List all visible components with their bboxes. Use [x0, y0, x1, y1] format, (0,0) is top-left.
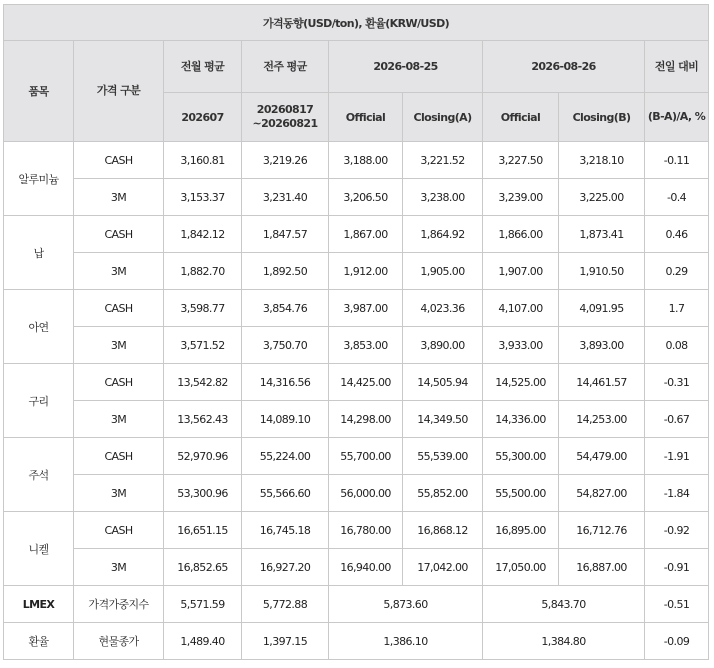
official-2-cell: 3,227.50: [483, 142, 559, 179]
prev-week-cell: 16,745.18: [242, 512, 329, 549]
price-type-cell: 3M: [74, 179, 164, 216]
official-2-cell: 16,895.00: [483, 512, 559, 549]
prev-month-cell: 13,542.82: [164, 364, 242, 401]
prev-month-cell: 1,842.12: [164, 216, 242, 253]
prev-week-cell: 3,750.70: [242, 327, 329, 364]
change-cell: -0.4: [645, 179, 709, 216]
table-body: [4, 5, 709, 142]
value-a-cell: 5,873.60: [329, 586, 483, 623]
closing-b-cell: 16,887.00: [559, 549, 645, 586]
price-type-cell: CASH: [74, 438, 164, 475]
table-row: [4, 216, 709, 253]
item-cell: 아연: [4, 290, 74, 364]
closing-a-cell: 3,890.00: [403, 327, 483, 364]
closing-b-cell: 3,225.00: [559, 179, 645, 216]
change-cell: -0.09: [645, 623, 709, 660]
header-official-2: Official: [483, 93, 559, 142]
metal-rows: [4, 142, 709, 586]
official-2-cell: 55,500.00: [483, 475, 559, 512]
header-item: 품목: [4, 41, 74, 142]
official-2-cell: 55,300.00: [483, 438, 559, 475]
closing-a-cell: 3,221.52: [403, 142, 483, 179]
closing-a-cell: 3,238.00: [403, 179, 483, 216]
change-cell: -0.31: [645, 364, 709, 401]
change-cell: 0.46: [645, 216, 709, 253]
table-row: [4, 253, 709, 290]
prev-week-cell: 1,847.57: [242, 216, 329, 253]
item-cell: 주석: [4, 438, 74, 512]
header-prev-week-avg: 전주 평균: [242, 41, 329, 93]
change-cell: 0.29: [645, 253, 709, 290]
header-date-2: 2026-08-26: [483, 41, 645, 93]
prev-week-cell: 5,772.88: [242, 586, 329, 623]
change-cell: -0.51: [645, 586, 709, 623]
official-1-cell: 3,188.00: [329, 142, 403, 179]
closing-a-cell: 14,349.50: [403, 401, 483, 438]
change-cell: -1.91: [645, 438, 709, 475]
header-date-1: 2026-08-25: [329, 41, 483, 93]
closing-b-cell: 4,091.95: [559, 290, 645, 327]
table-row: [4, 364, 709, 401]
official-2-cell: 1,866.00: [483, 216, 559, 253]
price-type-cell: CASH: [74, 364, 164, 401]
official-2-cell: 4,107.00: [483, 290, 559, 327]
closing-b-cell: 1,910.50: [559, 253, 645, 290]
change-cell: 1.7: [645, 290, 709, 327]
closing-b-cell: 54,479.00: [559, 438, 645, 475]
prev-week-cell: 1,892.50: [242, 253, 329, 290]
item-cell: LMEX: [4, 586, 74, 623]
prev-week-cell: 55,566.60: [242, 475, 329, 512]
closing-a-cell: 4,023.36: [403, 290, 483, 327]
official-1-cell: 1,912.00: [329, 253, 403, 290]
closing-b-cell: 16,712.76: [559, 512, 645, 549]
table-row: [4, 549, 709, 586]
official-1-cell: 3,853.00: [329, 327, 403, 364]
prev-month-cell: 16,651.15: [164, 512, 242, 549]
prev-week-cell: 16,927.20: [242, 549, 329, 586]
official-2-cell: 3,933.00: [483, 327, 559, 364]
change-cell: -0.92: [645, 512, 709, 549]
closing-b-cell: 3,893.00: [559, 327, 645, 364]
prev-week-cell: 3,854.76: [242, 290, 329, 327]
closing-b-cell: 3,218.10: [559, 142, 645, 179]
prev-month-cell: 13,562.43: [164, 401, 242, 438]
prev-month-cell: 3,598.77: [164, 290, 242, 327]
change-cell: -0.11: [645, 142, 709, 179]
prev-week-cell: 14,089.10: [242, 401, 329, 438]
table-row: [4, 327, 709, 364]
change-cell: -0.91: [645, 549, 709, 586]
change-cell: -0.67: [645, 401, 709, 438]
official-2-cell: 14,336.00: [483, 401, 559, 438]
header-row-1: [4, 41, 709, 93]
closing-b-cell: 54,827.00: [559, 475, 645, 512]
prev-month-cell: 52,970.96: [164, 438, 242, 475]
table-row-lmex: [4, 586, 709, 623]
prev-month-cell: 3,153.37: [164, 179, 242, 216]
prev-month-cell: 53,300.96: [164, 475, 242, 512]
price-type-cell: 3M: [74, 475, 164, 512]
price-type-cell: 3M: [74, 401, 164, 438]
closing-b-cell: 14,253.00: [559, 401, 645, 438]
summary-rows: [4, 586, 709, 660]
change-cell: -1.84: [645, 475, 709, 512]
closing-b-cell: 1,873.41: [559, 216, 645, 253]
price-type-cell: CASH: [74, 216, 164, 253]
header-official-1: Official: [329, 93, 403, 142]
header-closing-a: Closing(A): [403, 93, 483, 142]
table-row: [4, 512, 709, 549]
official-1-cell: 56,000.00: [329, 475, 403, 512]
price-type-cell: 현물종가: [74, 623, 164, 660]
closing-a-cell: 14,505.94: [403, 364, 483, 401]
official-1-cell: 3,987.00: [329, 290, 403, 327]
item-cell: 구리: [4, 364, 74, 438]
price-type-cell: CASH: [74, 142, 164, 179]
closing-a-cell: 1,864.92: [403, 216, 483, 253]
closing-b-cell: 14,461.57: [559, 364, 645, 401]
official-1-cell: 55,700.00: [329, 438, 403, 475]
prev-month-cell: 3,571.52: [164, 327, 242, 364]
closing-a-cell: 55,539.00: [403, 438, 483, 475]
table-row: [4, 142, 709, 179]
official-2-cell: 1,907.00: [483, 253, 559, 290]
price-type-cell: CASH: [74, 512, 164, 549]
item-cell: 납: [4, 216, 74, 290]
official-1-cell: 16,940.00: [329, 549, 403, 586]
price-type-cell: CASH: [74, 290, 164, 327]
table-title: 가격동향(USD/ton), 환율(KRW/USD): [4, 5, 709, 41]
price-table: [3, 4, 709, 660]
price-type-cell: 3M: [74, 549, 164, 586]
header-change-formula: (B-A)/A, %: [645, 93, 709, 142]
price-type-cell: 가격가중지수: [74, 586, 164, 623]
item-cell: 니켈: [4, 512, 74, 586]
closing-a-cell: 17,042.00: [403, 549, 483, 586]
item-cell: 환율: [4, 623, 74, 660]
official-2-cell: 14,525.00: [483, 364, 559, 401]
prev-week-cell: 14,316.56: [242, 364, 329, 401]
header-prev-week-period: 20260817 ~20260821: [242, 93, 329, 142]
closing-a-cell: 16,868.12: [403, 512, 483, 549]
prev-month-cell: 1,489.40: [164, 623, 242, 660]
prev-month-cell: 1,882.70: [164, 253, 242, 290]
prev-month-cell: 5,571.59: [164, 586, 242, 623]
official-1-cell: 14,425.00: [329, 364, 403, 401]
prev-week-cell: 3,219.26: [242, 142, 329, 179]
title-row: [4, 5, 709, 41]
value-b-cell: 5,843.70: [483, 586, 645, 623]
header-prev-month-period: 202607: [164, 93, 242, 142]
price-type-cell: 3M: [74, 327, 164, 364]
header-prev-day-compare: 전일 대비: [645, 41, 709, 93]
prev-week-cell: 1,397.15: [242, 623, 329, 660]
official-1-cell: 3,206.50: [329, 179, 403, 216]
prev-week-cell: 3,231.40: [242, 179, 329, 216]
official-2-cell: 3,239.00: [483, 179, 559, 216]
value-a-cell: 1,386.10: [329, 623, 483, 660]
value-b-cell: 1,384.80: [483, 623, 645, 660]
table-row: [4, 475, 709, 512]
official-2-cell: 17,050.00: [483, 549, 559, 586]
table-row-fx: [4, 623, 709, 660]
change-cell: 0.08: [645, 327, 709, 364]
prev-week-cell: 55,224.00: [242, 438, 329, 475]
official-1-cell: 16,780.00: [329, 512, 403, 549]
prev-month-cell: 3,160.81: [164, 142, 242, 179]
price-type-cell: 3M: [74, 253, 164, 290]
official-1-cell: 14,298.00: [329, 401, 403, 438]
prev-month-cell: 16,852.65: [164, 549, 242, 586]
official-1-cell: 1,867.00: [329, 216, 403, 253]
header-price-type: 가격 구분: [74, 41, 164, 142]
header-closing-b: Closing(B): [559, 93, 645, 142]
table-row: [4, 401, 709, 438]
header-prev-month-avg: 전월 평균: [164, 41, 242, 93]
table-row: [4, 290, 709, 327]
closing-a-cell: 55,852.00: [403, 475, 483, 512]
table-row: [4, 179, 709, 216]
table-row: [4, 438, 709, 475]
closing-a-cell: 1,905.00: [403, 253, 483, 290]
item-cell: 알루미늄: [4, 142, 74, 216]
